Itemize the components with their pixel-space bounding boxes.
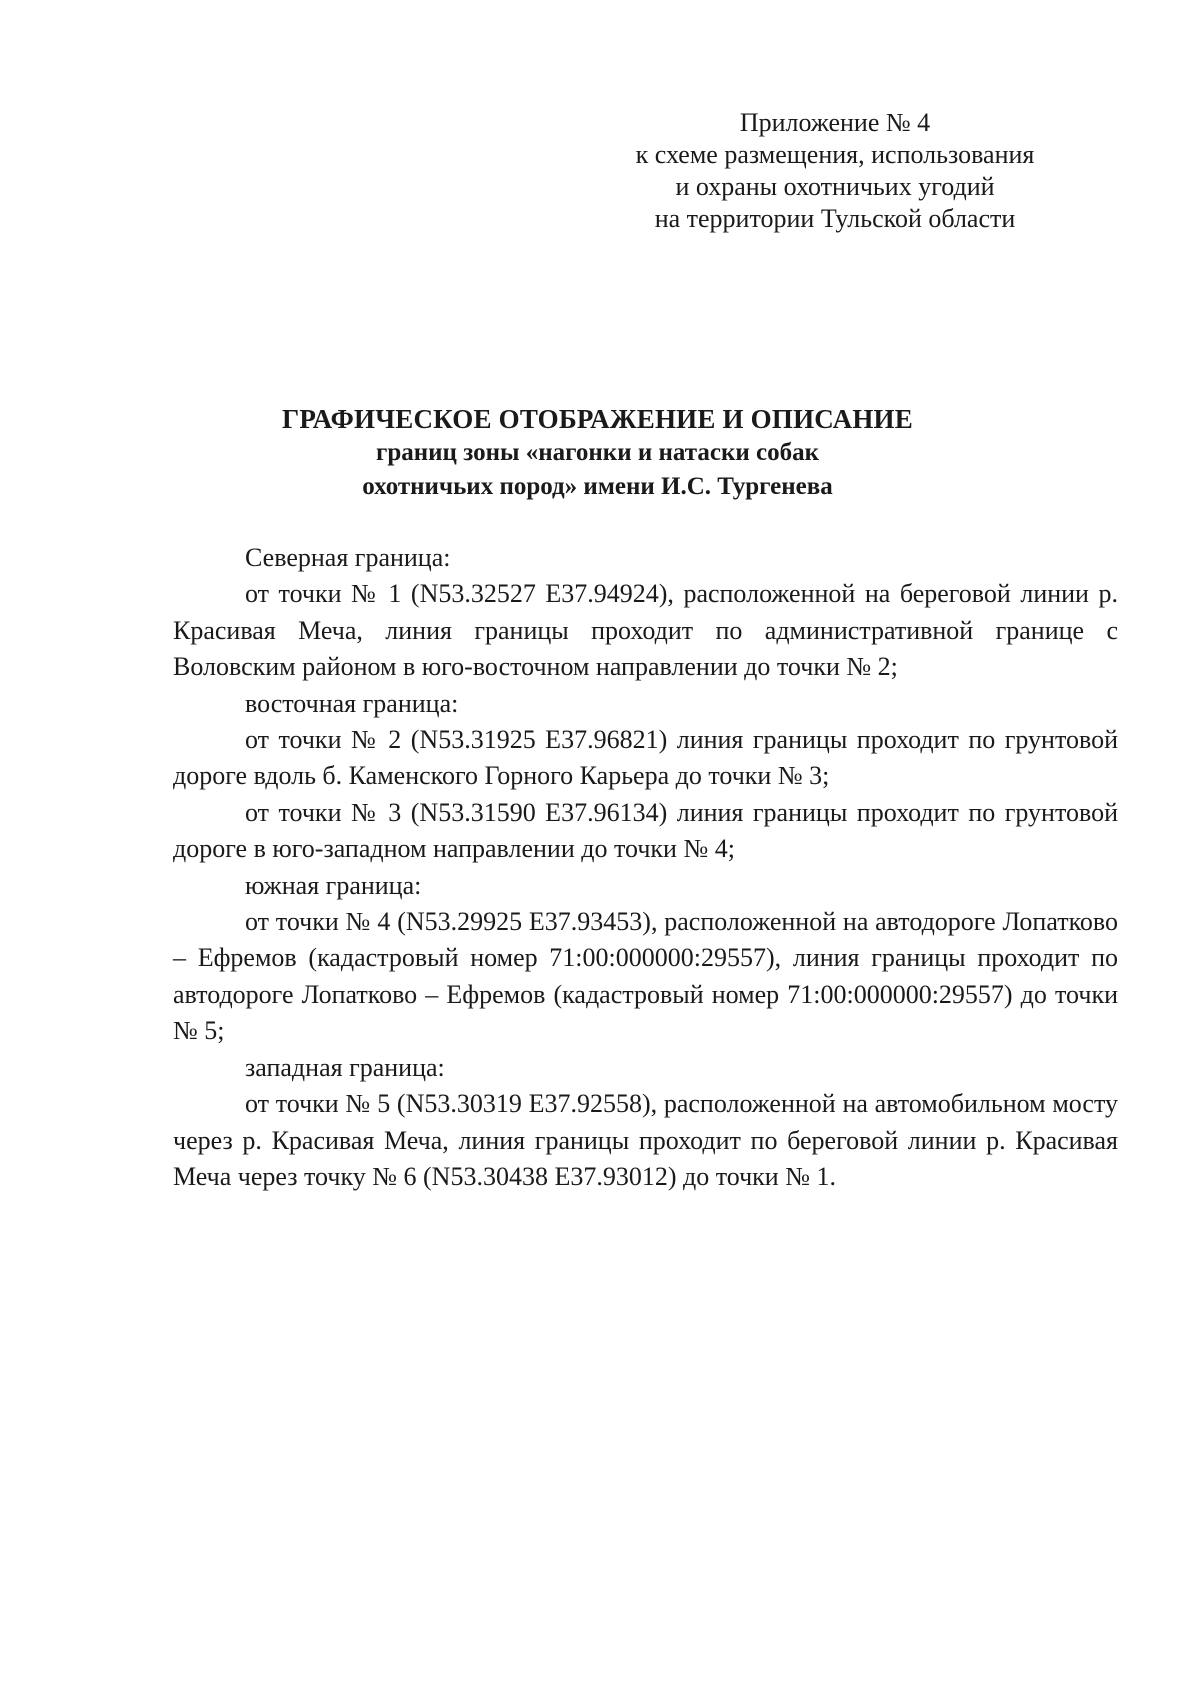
title-subtitle-1: границ зоны «нагонки и натаски собак [375, 439, 820, 466]
south-boundary-heading: южная граница: [245, 870, 422, 900]
west-boundary-text: от точки № 5 (N53.30319 E37.92558), расположенной на автомобильном мосту через р. Красивая Меча, линия границы проходит по береговой линии р. Красивая Меча через точку № 6 (N53.30438 E37.93012) до точки № 1. [173, 1089, 1118, 1191]
east-boundary-text-2: от точки № 3 (N53.31590 E37.96134) линия границы проходит по грунтовой дороге в юго-западном направлении до точки № 4; [173, 797, 1118, 864]
title-main: ГРАФИЧЕСКОЕ ОТОБРАЖЕНИЕ И ОПИСАНИЕ [282, 404, 913, 434]
title-subtitle-2: охотничьих пород» имени И.С. Тургенева [362, 473, 833, 500]
boundary-description [173, 540, 1118, 1195]
appendix-number: Приложение № 4 [739, 108, 931, 137]
north-boundary-heading: Северная граница: [245, 543, 451, 572]
west-boundary-heading: западная граница: [245, 1052, 445, 1082]
appendix-line-4: на территории Тульской области [654, 204, 1016, 233]
east-boundary-text-1: от точки № 2 (N53.31925 E37.96821) линия границы проходит по грунтовой дороге вдоль б. Каменского Горного Карьера до точки № 3; [173, 725, 1118, 791]
appendix-line-3: и охраны охотничьих угодий [675, 172, 995, 201]
appendix-header [600, 107, 1070, 235]
east-boundary-heading: восточная граница: [245, 688, 459, 718]
appendix-line-2: к схеме размещения, использования [635, 140, 1035, 169]
south-boundary-text: от точки № 4 (N53.29925 E37.93453), расположенной на автодороге Лопатково – Ефремов (кадастровый номер 71:00:000000:29557), линия границы проходит по автодороге Лопатково – Ефремов (кадастровый номер 71:00:000000:29557) до точки № 5; [173, 907, 1118, 1046]
north-boundary-text: от точки № 1 (N53.32527 E37.94924), расположенной на береговой линии р. Красивая Меча, линия границы проходит по административной границе с Воловским районом в юго-восточном направлении до точки № 2; [173, 579, 1118, 682]
document-title [120, 402, 1075, 504]
